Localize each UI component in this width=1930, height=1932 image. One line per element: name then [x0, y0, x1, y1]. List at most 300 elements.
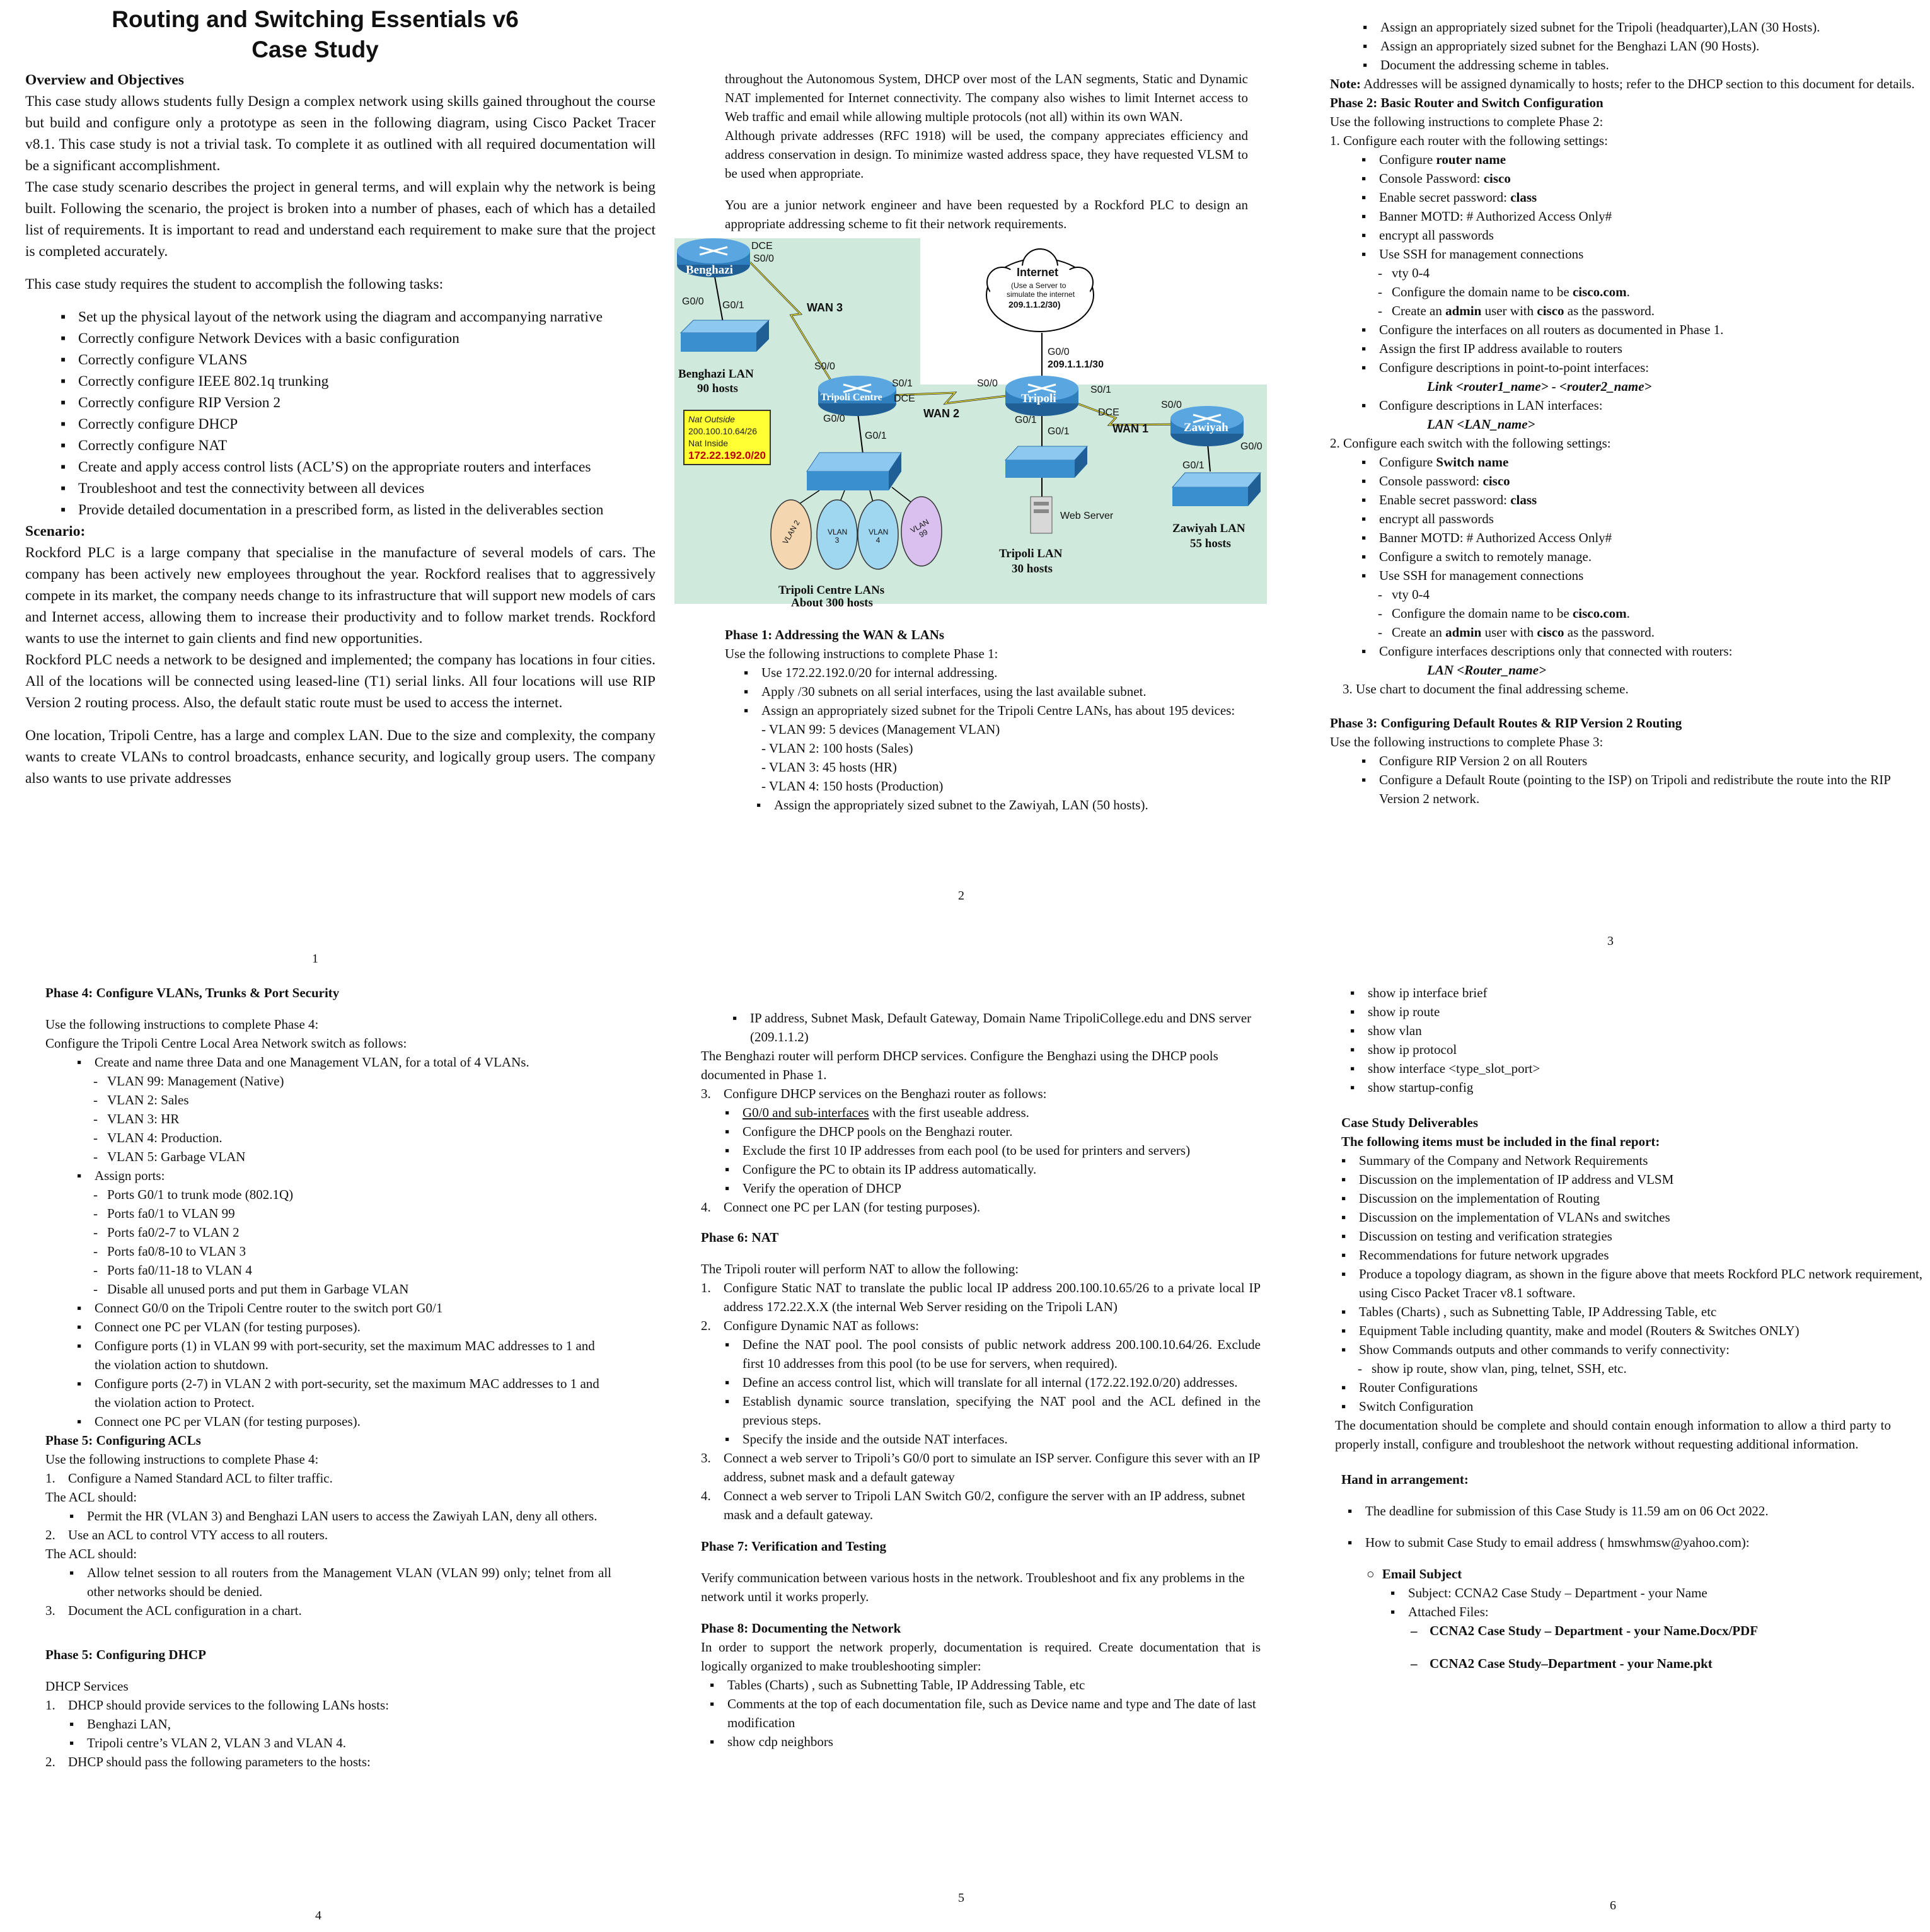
phase2-step2: 2. Configure each switch with the following settings:: [1330, 436, 1611, 451]
phase4-heading: Phase 4: Configure VLANs, Trunks & Port Security: [45, 985, 340, 1000]
acl-step-1: [45, 1469, 611, 1488]
benghazi-dhcp-paragraph: The Benghazi router will perform DHCP services. Configure the Benghazi using the DHCP pools documented in Phase 1.: [701, 1048, 1218, 1082]
text-part: .: [1626, 284, 1630, 299]
router-settings-list-3: [1330, 396, 1929, 415]
list-item: - VLAN 99: 5 devices (Management VLAN): [761, 722, 1000, 737]
step-number: 1.: [701, 1280, 711, 1295]
page-1: [25, 6, 656, 971]
label-wan3: WAN 3: [807, 301, 843, 314]
label-g00-benghazi: G0/0: [682, 296, 704, 307]
step-text: Use an ACL to control VTY access to all routers.: [68, 1527, 328, 1542]
text-part: Configure the domain name to be: [1392, 284, 1573, 299]
list-item: ▪ Use SSH for management connections: [1355, 245, 1929, 263]
phase6-heading: Phase 6: NAT: [701, 1230, 779, 1245]
list-item: ▪ Configure RIP Version 2 on all Routers: [1355, 751, 1929, 770]
label-vlan3: VLAN 3: [828, 528, 848, 545]
acl2-list: [45, 1563, 611, 1601]
label-g01-tc: G0/1: [865, 431, 887, 441]
list-item: - Ports fa0/11-18 to VLAN 4: [71, 1261, 611, 1280]
attached-file-2: [1341, 1654, 1929, 1673]
link-description-format: Link <router1_name> - <router2_name>: [1427, 379, 1652, 394]
phase1-intro: Use the following instructions to complete Phase 1:: [725, 646, 998, 661]
label-vlan4: VLAN 4: [869, 528, 889, 545]
text-part: Create an: [1392, 303, 1446, 318]
phase8-text: In order to support the network properly, documentation is required. Create documentation that is logically organized to make troubleshooting simpler:: [701, 1640, 1261, 1674]
attached-file-1: [1341, 1621, 1929, 1640]
acl-step-2: [45, 1525, 611, 1544]
list-item: ▪ show ip route: [1344, 1002, 1929, 1021]
list-item: ▪ Configure the PC to obtain its IP address automatically.: [719, 1160, 1261, 1179]
text-part: Configure: [1379, 152, 1436, 167]
text-bold: cisco: [1482, 473, 1510, 489]
hand-in-list: [1341, 1501, 1929, 1520]
list-item: - VLAN 2: Sales: [71, 1090, 611, 1109]
list-item: ▪ Allow telnet session to all routers from the Management VLAN (VLAN 99) only; telnet from all other networks should be denied.: [63, 1563, 611, 1601]
router-settings-list-2: [1330, 320, 1929, 377]
phase1-list: [725, 663, 1248, 720]
text-part: user with: [1481, 625, 1537, 640]
list-item: ▪ show cdp neighbors: [703, 1732, 1261, 1751]
text-bold: Switch name: [1436, 454, 1509, 470]
phase8-heading: Phase 8: Documenting the Network: [701, 1621, 901, 1636]
list-item: ▪ Assign ports:: [71, 1166, 611, 1185]
dhcp-param-list: [701, 1009, 1261, 1046]
list-item: ▪ How to submit Case Study to email address ( hmswhmsw@yahoo.com):: [1341, 1533, 1929, 1552]
documentation-note: The documentation should be complete and should contain enough information to allow a third party to properly install, configure and troubleshoot the network without requesting additional information.: [1335, 1418, 1891, 1452]
nat-step-3: [701, 1449, 1261, 1486]
list-item: ▪ Discussion on the implementation of VLANs and switches: [1335, 1208, 1929, 1227]
page-number: 4: [315, 1909, 321, 1923]
phase2-intro: Use the following instructions to complete Phase 2:: [1330, 114, 1604, 129]
step-number: 3.: [701, 1086, 711, 1101]
step-number: 1.: [45, 1698, 55, 1713]
label-internet: Internet: [1017, 266, 1059, 279]
list-item: ▪ Summary of the Company and Network Requirements: [1335, 1151, 1929, 1170]
switch-icon-tripoli-centre: [807, 453, 901, 490]
addressing-list: [1348, 18, 1930, 74]
page-3: [1311, 6, 1930, 971]
phase5-intro: Use the following instructions to complete Phase 4:: [45, 1452, 319, 1467]
dhcp3-list: [701, 1103, 1261, 1198]
phase3-intro: Use the following instructions to complete Phase 3:: [1330, 734, 1604, 749]
label-s01-tc: S0/1: [892, 378, 913, 389]
list-item: ▪ Verify the operation of DHCP: [719, 1179, 1261, 1198]
scenario-paragraph-3: One location, Tripoli Centre, has a large and complex LAN. Due to the size and complexity, the company wants to create VLANs to control broadcasts, enhance security, and logically group users. The company also wants to use private addresses: [25, 727, 656, 787]
file-name: CCNA2 Case Study–Department - your Name.pkt: [1430, 1656, 1713, 1671]
text-bold: admin: [1445, 303, 1482, 318]
list-item: ▪ Correctly configure NAT: [54, 435, 656, 456]
note-paragraph: [1330, 74, 1929, 93]
phase5-acl-heading: Phase 5: Configuring ACLs: [45, 1433, 201, 1448]
label-g00-tripoli-ip: 209.1.1.1/30: [1048, 359, 1104, 370]
scenario-heading: Scenario:: [25, 523, 86, 540]
list-item: ▪ Document the addressing scheme in tables.: [1356, 55, 1930, 74]
scenario-paragraph-1: Rockford PLC is a large company that specialise in the manufacture of several models of cars. The company has been actively new employees throughout the year. Rockford realises that to aggressively compete in its market, the company needs change to its infrastructure that will support new models of cars and Internet access, allowing them to increase their productivity and to follow market trends. Rockford wants to use the internet to gain clients and find new opportunities.: [25, 545, 656, 647]
step-text: Connect one PC per LAN (for testing purposes).: [724, 1200, 981, 1215]
switch-icon-benghazi: [681, 320, 769, 352]
router-label-benghazi: Benghazi: [686, 263, 733, 277]
list-item: ▪ show vlan: [1344, 1021, 1929, 1040]
label-internet-sub1: (Use a Server to: [1011, 281, 1066, 290]
list-item: - show ip route, show vlan, ping, telnet, SSH, etc.: [1335, 1359, 1929, 1378]
list-item: [1355, 604, 1929, 623]
label-g01-benghazi: G0/1: [722, 300, 744, 311]
lan-description-format: LAN <LAN_name>: [1427, 417, 1535, 432]
intro-paragraph-3: You are a junior network engineer and have been requested by a Rockford PLC to design an appropriate addressing scheme to fit their network requirements.: [725, 197, 1248, 231]
ports-list: [45, 1185, 611, 1299]
text-part: Console password:: [1379, 473, 1483, 489]
list-item: ▪ Discussion on the implementation of Routing: [1335, 1189, 1929, 1208]
phase4-list-2: [45, 1166, 611, 1185]
web-server-icon: [1031, 497, 1052, 533]
label-s00-tripoli: S0/0: [977, 378, 998, 389]
switch-icon-zawiyah: [1172, 473, 1261, 506]
text-part: as the password.: [1564, 303, 1655, 318]
list-item: ▪ Troubleshoot and test the connectivity between all devices: [54, 478, 656, 499]
list-item: ▪ Connect one PC per VLAN (for testing purposes).: [71, 1412, 611, 1431]
list-item: ▪ show ip protocol: [1344, 1040, 1929, 1059]
overview-paragraph-1: This case study allows students fully Design a complex network using skills gained throughout the course but build and configure only a prototype as seen in the following diagram, using Cisco Packet Tracer v8.1. This case study is not a trivial task. To complete it as outlined with all required documentation will be a significant accomplishment.: [25, 93, 656, 174]
label-web-server: Web Server: [1060, 511, 1114, 521]
list-item: ▪ Subject: CCNA2 Case Study – Department - your Name: [1384, 1583, 1929, 1602]
list-item: ▪ Correctly configure IEEE 802.1q trunking: [54, 371, 656, 392]
page-number: 6: [1610, 1899, 1616, 1912]
list-item: ▪ Configure a Default Route (pointing to the ISP) on Tripoli and redistribute the route into the RIP Version 2 network.: [1355, 770, 1929, 808]
phase3-heading: Phase 3: Configuring Default Routes & RIP Version 2 Routing: [1330, 715, 1682, 731]
step-number: 1.: [45, 1471, 55, 1486]
label-s00-tc: S0/0: [814, 361, 835, 372]
list-item: ▪ Provide detailed documentation in a prescribed form, as listed in the deliverables section: [54, 499, 656, 521]
step-text: Configure DHCP services on the Benghazi router as follows:: [724, 1086, 1047, 1101]
list-item: ▪ Configure ports (1) in VLAN 99 with port-security, set the maximum MAC addresses to 1 and the violation action to shutdown.: [71, 1336, 611, 1374]
step-text: Configure a Named Standard ACL to filter traffic.: [68, 1471, 333, 1486]
hand-in-heading: Hand in arrangement:: [1341, 1472, 1469, 1487]
list-item: ▪ encrypt all passwords: [1355, 226, 1929, 245]
list-item: ▪ Comments at the top of each documentation file, such as Device name and type and The date of last modification: [703, 1694, 1261, 1732]
text-part: as the password.: [1564, 625, 1655, 640]
switch-settings-list-2: [1330, 642, 1929, 661]
text-underlined: G0/0 and sub-interfaces: [743, 1105, 869, 1120]
dhcp-step-3: [701, 1084, 1261, 1103]
list-item: ▪ Tables (Charts) , such as Subnetting Table, IP Addressing Table, etc: [1335, 1302, 1929, 1321]
switch-icon-tripoli: [1005, 446, 1087, 478]
step-number: 2.: [45, 1527, 55, 1542]
phase5-dhcp-heading: Phase 5: Configuring DHCP: [45, 1647, 206, 1662]
list-item: [1355, 453, 1929, 471]
nat-step-4: [701, 1486, 1261, 1524]
list-item: - Ports fa0/2-7 to VLAN 2: [71, 1223, 611, 1242]
list-item: ▪ Assign an appropriately sized subnet for the Tripoli Centre LANs, has about 195 devices:: [737, 701, 1248, 720]
label-s00-zawiyah: S0/0: [1161, 400, 1182, 410]
phase7-text: Verify communication between various hosts in the network. Troubleshoot and fix any problems in the network until it works properly.: [701, 1570, 1245, 1604]
dash-icon: –: [1411, 1623, 1418, 1638]
list-item: [1355, 490, 1929, 509]
list-item: ▪ Establish dynamic source translation, specifying the NAT pool and the ACL defined in the previous steps.: [719, 1392, 1261, 1430]
note-text: Addresses will be assigned dynamically to hosts; refer to the DHCP section to this document for details.: [1360, 76, 1915, 91]
dhcp1-list: [45, 1715, 611, 1752]
text-bold: class: [1510, 190, 1537, 205]
acl-should-label-2: The ACL should:: [45, 1546, 137, 1561]
list-item: ▪ Router Configurations: [1335, 1378, 1929, 1397]
label-g01-tripoli: G0/1: [1015, 415, 1037, 425]
step-text: DHCP should pass the following parameters to the hosts:: [68, 1754, 371, 1769]
page-6: [1311, 983, 1930, 1926]
label-tripoli-hosts: 30 hosts: [1012, 562, 1053, 576]
label-dce-top: DCE: [751, 241, 773, 252]
text-part: user with: [1481, 303, 1537, 318]
router-ssh-list: [1330, 263, 1929, 320]
step-text: Connect a web server to Tripoli LAN Switch G0/2, configure the server with an IP address, subnet mask and a default gateway.: [724, 1488, 1245, 1522]
list-item: ▪ Tables (Charts) , such as Subnetting Table, IP Addressing Table, etc: [703, 1675, 1261, 1694]
list-item: - vty 0-4: [1355, 585, 1929, 604]
list-item: ▪ Apply /30 subnets on all serial interfaces, using the last available subnet.: [737, 682, 1248, 701]
label-internet-ip: 209.1.1.2/30): [1008, 299, 1061, 309]
list-item: ▪ Set up the physical layout of the network using the diagram and accompanying narrative: [54, 306, 656, 328]
text-bold: cisco: [1483, 171, 1511, 186]
show-commands-list: [1341, 983, 1929, 1097]
text-part: Configure: [1379, 454, 1436, 470]
tasks-list: [25, 306, 656, 521]
file-name: CCNA2 Case Study – Department - your Name.Docx/PDF: [1430, 1623, 1759, 1638]
deliverables-heading: Case Study Deliverables: [1341, 1115, 1478, 1130]
phase4-list: [45, 1053, 611, 1072]
step-text: Document the ACL configuration in a chart.: [68, 1603, 302, 1618]
network-topology-diagram: [674, 238, 1267, 616]
switch-settings-list: [1330, 453, 1929, 585]
label-s01-tripoli: S0/1: [1090, 385, 1111, 395]
router-label-tripoli-centre: Tripoli Centre: [821, 392, 882, 403]
nat-outside-label: Nat Outside: [688, 414, 735, 424]
dash-icon: –: [1411, 1656, 1418, 1671]
nat-info-box: [683, 410, 771, 465]
list-item: ▪ show ip interface brief: [1344, 983, 1929, 1002]
list-item: - Disable all unused ports and put them in Garbage VLAN: [71, 1280, 611, 1299]
list-item: - VLAN 99: Management (Native): [71, 1072, 611, 1090]
list-item: - VLAN 5: Garbage VLAN: [71, 1147, 611, 1166]
label-g00-tripoli: G0/0: [1048, 347, 1070, 357]
phase2-step1: 1. Configure each router with the following settings:: [1330, 133, 1608, 148]
list-item: ▪ Connect one PC per VLAN (for testing purposes).: [71, 1317, 611, 1336]
list-item: ▪ Configure descriptions in LAN interfaces:: [1355, 396, 1929, 415]
tasks-intro: This case study requires the student to accomplish the following tasks:: [25, 276, 444, 292]
list-item: - VLAN 4: 150 hosts (Production): [761, 778, 944, 794]
text-bold: cisco.com: [1572, 284, 1627, 299]
list-item: ▪ Switch Configuration: [1335, 1397, 1929, 1416]
label-tc-lans: Tripoli Centre LANs: [778, 584, 885, 597]
label-g00-zawiyah: G0/0: [1240, 441, 1263, 452]
dhcp-step-4: [701, 1198, 1261, 1217]
label-vlan99: VLAN 99: [909, 517, 931, 540]
phase4-intro-2: Configure the Tripoli Centre Local Area Network switch as follows:: [45, 1036, 407, 1051]
step-number: 3.: [701, 1450, 711, 1466]
router-label-tripoli: Tripoli: [1021, 392, 1056, 405]
label-g01-zawiyah: G0/1: [1182, 460, 1205, 471]
list-item: - Ports fa0/8-10 to VLAN 3: [71, 1242, 611, 1261]
step-number: 4.: [701, 1200, 711, 1215]
intro-paragraph-2: Although private addresses (RFC 1918) will be used, the company appreciates efficiency and address conservation in design. To minimize wasted address space, they have requested VLSM to be used when appropriate.: [725, 128, 1248, 181]
email-subject-heading: [1341, 1565, 1929, 1583]
step-number: 2.: [701, 1318, 711, 1333]
vlan-list: [45, 1072, 611, 1166]
deliverables-list: [1335, 1151, 1929, 1359]
step-number: 2.: [45, 1754, 55, 1769]
label-zawiyah-hosts: 55 hosts: [1190, 537, 1231, 550]
text-part: .: [1626, 606, 1630, 621]
list-item: - VLAN 4: Production.: [71, 1128, 611, 1147]
list-item: ▪ Attached Files:: [1384, 1602, 1929, 1621]
list-item: ▪ Correctly configure VLANS: [54, 349, 656, 371]
dhcp-services-label: DHCP Services: [45, 1679, 129, 1694]
phase2-step3: 3. Use chart to document the final addressing scheme.: [1343, 681, 1629, 697]
list-item: - vty 0-4: [1355, 263, 1929, 282]
phase8-list: [701, 1675, 1261, 1751]
list-item: ▪ Connect G0/0 on the Tripoli Centre router to the switch port G0/1: [71, 1299, 611, 1317]
email-details-list: [1341, 1583, 1929, 1621]
acl-should-label: The ACL should:: [45, 1489, 137, 1505]
list-item: ▪ Assign the first IP address available to routers: [1355, 339, 1929, 358]
list-item: [1355, 623, 1929, 642]
text-part: Enable secret password:: [1379, 190, 1511, 205]
list-item: ▪ encrypt all passwords: [1355, 509, 1929, 528]
label-benghazi-hosts: 90 hosts: [697, 382, 738, 395]
text-bold: admin: [1445, 625, 1482, 640]
list-item: [1355, 471, 1929, 490]
list-item: ▪ Correctly configure DHCP: [54, 414, 656, 435]
step-text: DHCP should provide services to the following LANs hosts:: [68, 1698, 390, 1713]
step-number: 3.: [45, 1603, 55, 1618]
phase4-list-3: [45, 1299, 611, 1431]
page-2: [668, 6, 1298, 971]
text-part: Configure the domain name to be: [1392, 606, 1573, 621]
list-item: ▪ Assign an appropriately sized subnet for the Benghazi LAN (90 Hosts).: [1356, 37, 1930, 55]
list-item: ▪ The deadline for submission of this Case Study is 11.59 am on 06 Oct 2022.: [1341, 1501, 1929, 1520]
list-item: - Ports fa0/1 to VLAN 99: [71, 1204, 611, 1223]
list-item: - Ports G0/1 to trunk mode (802.1Q): [71, 1185, 611, 1204]
intro-paragraph-1: throughout the Autonomous System, DHCP over most of the LAN segments, Static and Dynamic NAT implemented for Internet connectivity. The company also wishes to limit Internet access to Web traffic and email while allowing multiple protocols (not all) within its own WAN.: [725, 71, 1248, 124]
text-bold: router name: [1436, 152, 1506, 167]
router-label-zawiyah: Zawiyah: [1184, 421, 1228, 434]
phase2-heading: Phase 2: Basic Router and Switch Configuration: [1330, 95, 1604, 110]
deliverables-subheading: The following items must be included in the final report:: [1341, 1134, 1660, 1149]
list-item: ▪ Configure interfaces descriptions only that connected with routers:: [1355, 642, 1929, 661]
label-tc-lans-hosts: About 300 hosts: [791, 596, 873, 610]
list-item: [1355, 188, 1929, 207]
list-item: ▪ Create and name three Data and one Management VLAN, for a total of 4 VLANs.: [71, 1053, 611, 1072]
step-text: Configure Static NAT to translate the public local IP address 200.100.10.65/26 to a private local IP address 172.22.X.X (the internal Web Server residing on the Tripoli LAN): [724, 1280, 1261, 1314]
text-part: Create an: [1392, 625, 1446, 640]
list-item: ▪ Correctly configure Network Devices with a basic configuration: [54, 328, 656, 349]
list-item: ▪ Configure a switch to remotely manage.: [1355, 547, 1929, 566]
list-item: ▪ Define the NAT pool. The pool consists of public network address 200.100.10.64/26. Exclude first 10 addresses from this pool (to be use for servers, when required).: [719, 1335, 1261, 1373]
list-item: ▪ Specify the inside and the outside NAT interfaces.: [719, 1430, 1261, 1449]
acl-step-3: [45, 1601, 611, 1620]
phase6-intro: The Tripoli router will perform NAT to allow the following:: [701, 1261, 1019, 1276]
list-item: ▪ Create and apply access control lists (ACL’S) on the appropriate routers and interfaces: [54, 456, 656, 478]
list-item: ▪ show interface <type_slot_port>: [1344, 1059, 1929, 1078]
page-number: 2: [958, 889, 964, 903]
list-item: [1355, 301, 1929, 320]
phase1-heading: Phase 1: Addressing the WAN & LANs: [725, 627, 945, 642]
list-item: ▪ Equipment Table including quantity, make and model (Routers & Switches ONLY): [1335, 1321, 1929, 1340]
show-cmds-list: [1335, 1359, 1929, 1378]
step-text: Configure Dynamic NAT as follows:: [724, 1318, 919, 1333]
text-bold: cisco.com: [1572, 606, 1627, 621]
circle-bullet-icon: ○: [1367, 1566, 1375, 1582]
step-text: Connect a web server to Tripoli’s G0/0 port to simulate an ISP server. Configure this sever with an IP address, subnet mask and a default gateway: [724, 1450, 1260, 1484]
list-item: ▪ Banner MOTD: # Authorized Access Only#: [1355, 528, 1929, 547]
label-g01-tripoli-switch: G0/1: [1048, 426, 1070, 437]
list-item: [1355, 282, 1929, 301]
label-dce-tc: DCE: [894, 393, 915, 404]
text-bold: cisco: [1537, 303, 1564, 318]
nat-step-2: [701, 1316, 1261, 1335]
label-wan1: WAN 1: [1112, 422, 1149, 435]
nat-step-1: [701, 1278, 1261, 1316]
list-item: ▪ Assign an appropriately sized subnet for the Tripoli (headquarter),LAN (30 Hosts).: [1356, 18, 1930, 37]
overview-heading: Overview and Objectives: [25, 72, 184, 88]
phase4-intro: Use the following instructions to complete Phase 4:: [45, 1017, 319, 1032]
nat2-list: [701, 1335, 1261, 1449]
label-internet-sub2: simulate the internet: [1007, 290, 1075, 299]
phase1-list-2: [725, 795, 1248, 814]
list-item: [719, 1103, 1261, 1122]
nat-inside-label: Nat Inside: [688, 438, 729, 448]
list-item: ▪ Use 172.22.192.0/20 for internal addressing.: [737, 663, 1248, 682]
label-g00-tc: G0/0: [823, 414, 845, 424]
list-item: ▪ Tripoli centre’s VLAN 2, VLAN 3 and VLAN 4.: [63, 1733, 611, 1752]
page-number: 3: [1607, 934, 1614, 948]
list-item: [1355, 150, 1929, 169]
list-item: ▪ Define an access control list, which will translate for all internal (172.22.192.0/20) addresses.: [719, 1373, 1261, 1392]
label-s00-top: S0/0: [753, 253, 774, 264]
text-part: with the first useable address.: [869, 1105, 1029, 1120]
nat-outside-ip: 200.100.10.64/26: [688, 426, 757, 436]
label-benghazi-lan: Benghazi LAN: [678, 367, 754, 381]
router-description-format: LAN <Router_name>: [1427, 662, 1547, 678]
doc-title-line2: Case Study: [251, 37, 379, 62]
dhcp-step-2: [45, 1752, 611, 1771]
text-part: Enable secret password:: [1379, 492, 1511, 507]
dhcp-step-1: [45, 1696, 611, 1715]
label-dce-tripoli: DCE: [1098, 407, 1119, 418]
label-tripoli-lan: Tripoli LAN: [999, 547, 1063, 560]
list-item: ▪ Correctly configure RIP Version 2: [54, 392, 656, 414]
page-number: 1: [312, 952, 318, 966]
hand-in-list-2: [1341, 1533, 1929, 1552]
router-settings-list: [1330, 150, 1929, 263]
list-item: ▪ Use SSH for management connections: [1355, 566, 1929, 585]
list-item: ▪ Banner MOTD: # Authorized Access Only#: [1355, 207, 1929, 226]
label-vlan2: VLAN 2: [780, 518, 802, 546]
list-item: ▪ Configure the interfaces on all routers as documented in Phase 1.: [1355, 320, 1929, 339]
overview-paragraph-2: The case study scenario describes the project in general terms, and will explain why the network is being built. Following the scenario, the project is broken into a number of phases, each of which has a detailed list of requirements. It is important to read and understand each requirement to make sure that the project is completed accurately.: [25, 179, 656, 260]
phase3-list: [1330, 751, 1929, 808]
scenario-paragraph-2: Rockford PLC needs a network to be designed and implemented; the company has locations in four cities. All of the locations will be connected using leased-line (T1) serial links. All four locations will use RIP Version 2 routing process. Also, the default static route must be used to access the internet.: [25, 652, 656, 711]
label-wan2: WAN 2: [923, 407, 960, 420]
list-item: ▪ Produce a topology diagram, as shown in the figure above that meets Rockford PLC network requirement, using Cisco Packet Tracer v8.1 software.: [1335, 1264, 1929, 1302]
list-item: ▪ Configure ports (2-7) in VLAN 2 with port-security, set the maximum MAC addresses to 1 and the violation action to Protect.: [71, 1374, 611, 1412]
list-item: - VLAN 2: 100 hosts (Sales): [761, 741, 913, 756]
phase1-vlans: [725, 720, 1248, 795]
list-item: ▪ Discussion on testing and verification strategies: [1335, 1227, 1929, 1246]
list-item: [1355, 169, 1929, 188]
list-item: ▪ Discussion on the implementation of IP address and VLSM: [1335, 1170, 1929, 1189]
label-zawiyah-lan: Zawiyah LAN: [1172, 522, 1245, 535]
note-label: Note:: [1330, 76, 1361, 91]
nat-inside-ip: 172.22.192.0/20: [688, 449, 766, 461]
phase7-heading: Phase 7: Verification and Testing: [701, 1539, 887, 1554]
acl1-list: [45, 1507, 611, 1525]
